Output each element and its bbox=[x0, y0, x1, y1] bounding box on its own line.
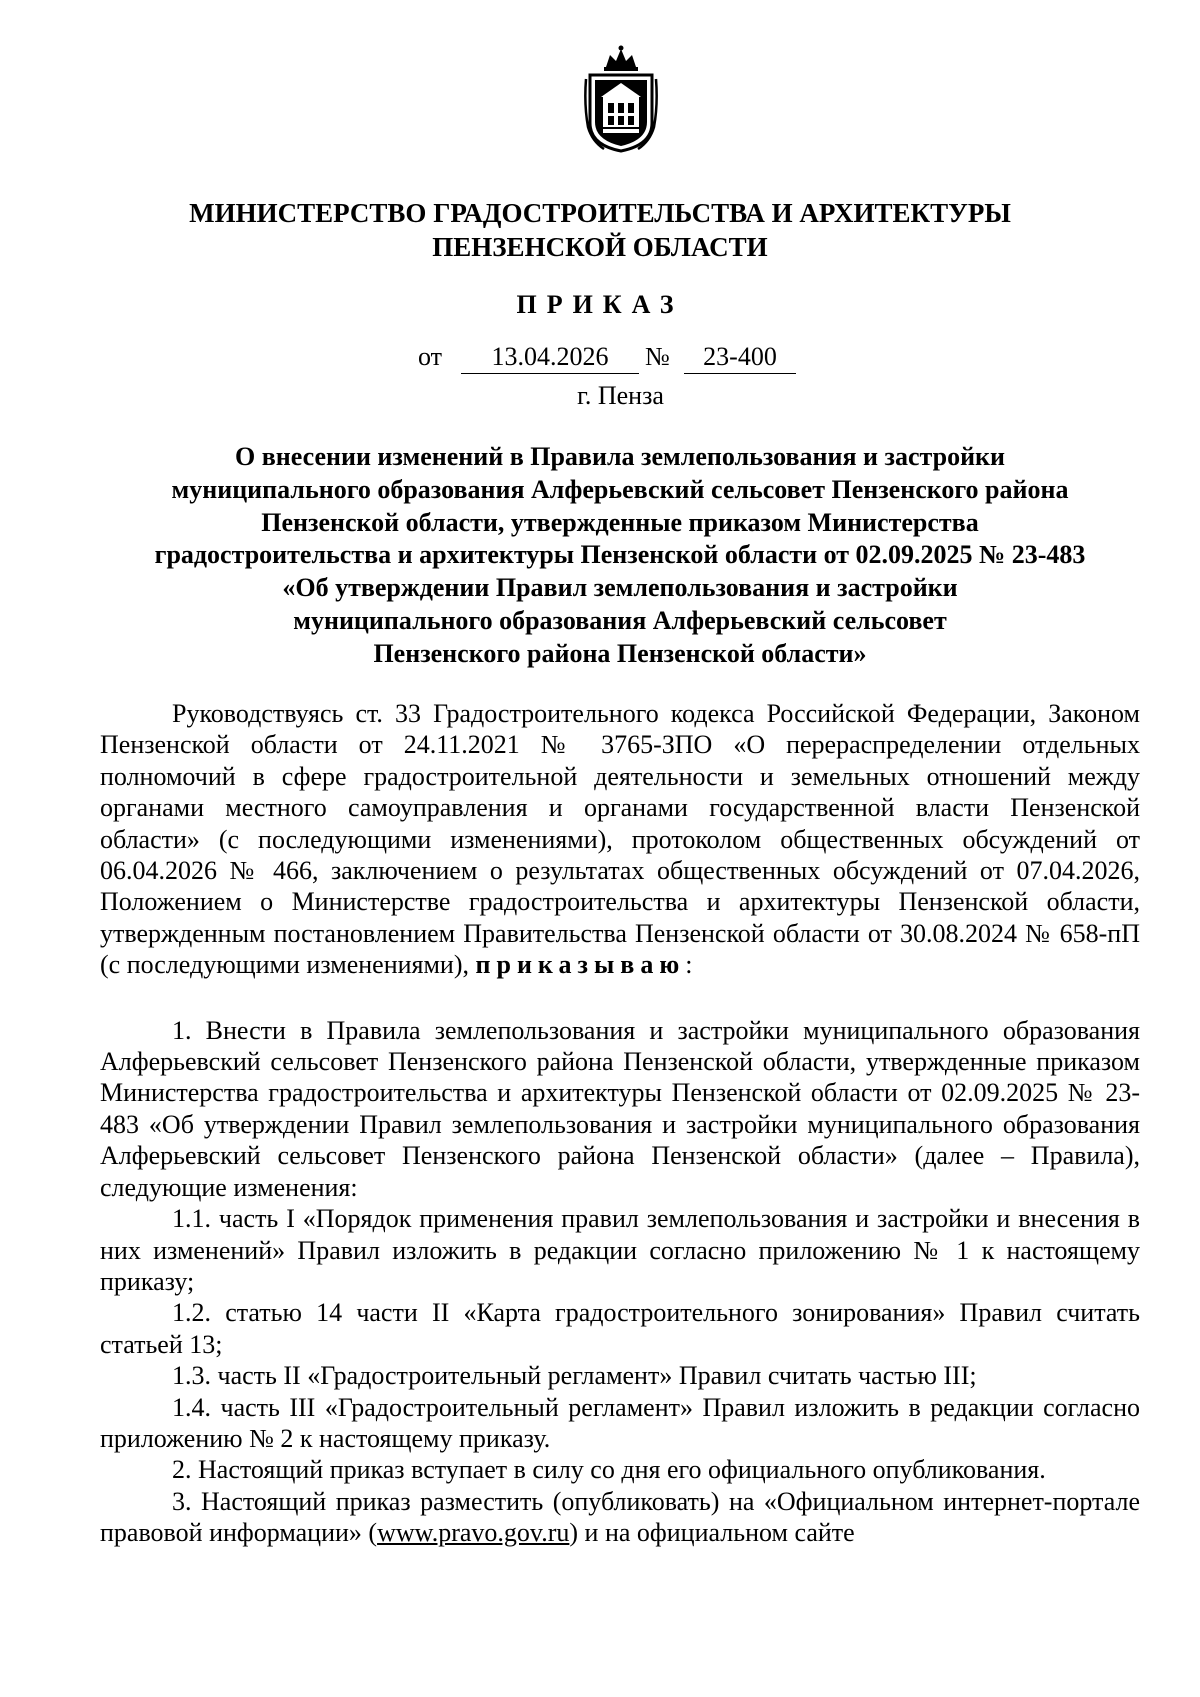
pravo-gov-link[interactable]: www.pravo.gov.ru bbox=[377, 1518, 570, 1548]
item-3 bbox=[100, 1486, 1140, 1549]
item-2: 2. Настоящий приказ вступает в силу со дня его официального опубликования. bbox=[172, 1455, 1046, 1485]
ministry-name bbox=[0, 196, 1200, 264]
item-1-3: 1.3. часть II «Градостроительный регламент» Правил считать частью III; bbox=[172, 1361, 977, 1391]
title-line: Пензенской области, утвержденные приказом Министерства bbox=[261, 507, 979, 537]
city: г. Пенза bbox=[577, 381, 664, 410]
title-line: муниципального образования Алферьевский сельсовет Пензенского района bbox=[171, 474, 1069, 504]
order-number: 23-400 bbox=[684, 341, 796, 374]
preamble-suffix: : bbox=[685, 950, 693, 980]
title-line: Пензенского района Пензенской области» bbox=[373, 638, 867, 668]
item-1-2: 1.2. статью 14 части II «Карта градостроительного зонирования» Правил считать статьей 13; bbox=[100, 1298, 1140, 1359]
order-body bbox=[100, 698, 1140, 1549]
title-line: О внесении изменений в Правила землепользования и застройки bbox=[234, 442, 1006, 471]
title-line: муниципального образования Алферьевский сельсовет bbox=[293, 605, 947, 635]
preamble-text: Руководствуясь ст. 33 Градостроительного кодекса Российской Федерации, Законом Пензенской области от 24.11.2021 № 3765-ЗПО «О перераспределении отдельных полномочий в сфере градостроительной деятельности и земельных отношений между органами местного самоуправления и органами государственной власти Пензенской области» (с последующими изменениями), протоколом общественных обсуждений от 06.04.2026 № 466, заключением о результатах общественных обсуждений от 07.04.2026, Положением о Министерстве градостроительства и архитектуры Пензенской области, утвержденным постановлением Правительства Пензенской области от 30.08.2024 № 658-пП (с последующими изменениями), bbox=[100, 699, 1140, 980]
item-1-4: 1.4. часть III «Градостроительный регламент» Правил изложить в редакции согласно приложению № 2 к настоящему приказу. bbox=[100, 1392, 1140, 1453]
item-3-text: 3. Настоящий приказ разместить (опубликовать) на «Официальном интернет-портале правовой информации» ( bbox=[100, 1486, 1140, 1548]
preamble-paragraph bbox=[100, 698, 1140, 981]
title-line: градостроительства и архитектуры Пензенской области от 02.09.2025 № 23-483 bbox=[154, 540, 1086, 570]
order-date: 13.04.2026 bbox=[461, 341, 639, 374]
ministry-line-1: МИНИСТЕРСТВО ГРАДОСТРОИТЕЛЬСТВА И АРХИТЕКТУРЫ bbox=[189, 198, 1011, 228]
order-title bbox=[100, 441, 1140, 671]
item-1: 1. Внести в Правила землепользования и застройки муниципального образования Алферьевский сельсовет Пензенского района Пензенской области, утвержденные приказом Министерства градостроительства и архитектуры Пензенской области от 02.09.2025 № 23-483 «Об утверждении Правил землепользования и застройки муниципального образования Алферьевский сельсовет Пензенского района Пензенской области» (далее – Правила), следующие изменения: bbox=[100, 1015, 1140, 1202]
title-line: «Об утверждении Правил землепользования и застройки bbox=[282, 573, 958, 603]
penza-coat-of-arms-icon bbox=[584, 45, 658, 153]
order-word: приказываю bbox=[475, 950, 686, 980]
item-3-tail: ) и на официальном сайте bbox=[569, 1518, 855, 1548]
date-prefix: от bbox=[418, 342, 443, 371]
item-1-1: 1.1. часть I «Порядок применения правил землепользования и застройки и внесения в них изменений» Правил изложить в редакции согласно приложению № 1 к настоящему приказу; bbox=[100, 1204, 1140, 1296]
document-type: ПРИКАЗ bbox=[516, 290, 684, 319]
number-prefix: № bbox=[645, 342, 670, 371]
ministry-line-2: ПЕНЗЕНСКОЙ ОБЛАСТИ bbox=[432, 232, 768, 262]
paragraph-gap bbox=[100, 981, 1140, 1015]
